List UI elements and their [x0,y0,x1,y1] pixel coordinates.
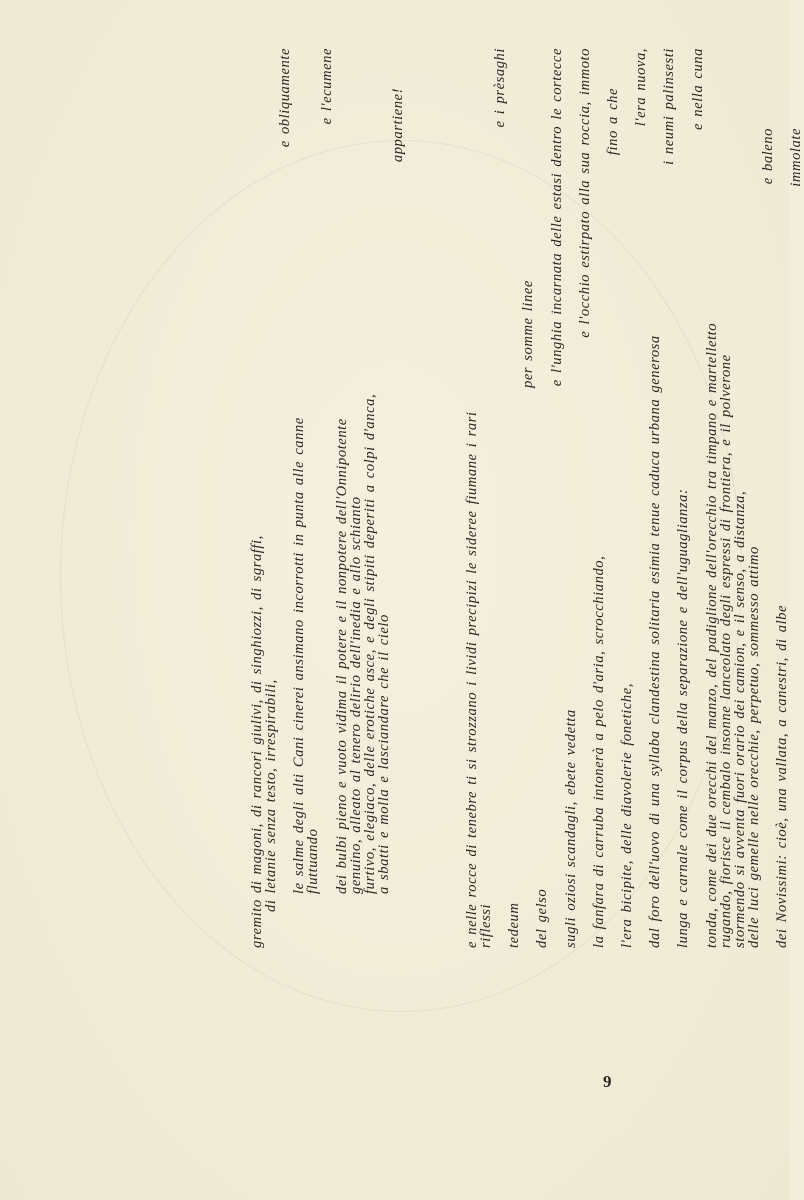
poem-line: e baleno [759,128,776,185]
poem-line: e l'occhio estirpato alla sua roccia, immoto [576,48,593,338]
poem-line: e nella cuna [689,48,706,130]
poem-line: tonda, come dei due orecchi del manzo, del padiglione dell'orecchio tra timpano e martelletto [703,322,720,948]
poem-line: furtivo, elegiaco, delle erotiche asce, e degli stipiti deperiti a colpi d'anca, [361,393,378,894]
poem-line: l'era nuova, [633,48,650,127]
poem-line: rugando, fiorisce il cembalo insonne lanceolato degli espressi di frontiera, e il polverone [717,354,734,948]
poem-line: dei Novissimi: cioè, una vallata, a canestri, di albe [774,604,791,948]
poem-line: riflessi [478,903,495,948]
poem-line: le salme degli alti Cani cinerei ansimano incorrotti in punta alle canne [291,417,308,894]
poem-line: di letanie senza testo, irrespirabili, [263,679,280,912]
poem-line: l'era bicipite, delle diavolerie fonetiche, [619,683,636,948]
poem-line: del gelso [534,888,551,948]
poem-line: dal foro dell'uovo di una syllaba clandestina solitaria esimia tenue caduca urbana generosa [647,335,664,948]
poem-line: tedeum [506,902,523,948]
poem-line: per somme linee [520,280,537,388]
poem-line: e l'ecumene [319,48,336,125]
poem-line: e nelle rocce di tenebre ti si strozzano i lividi precipizi le sideree fiumane i rari [464,411,480,948]
poem-line: e obliquamente [277,48,294,148]
stanza-2 [465,18,803,948]
rotated-poem [249,18,804,948]
poem-line: dei bulbi pieno e vuoto vidima il potere e il nonpotere dell'Onnipotente [333,418,350,894]
poem-line: lunga e carnale come il corpus della separazione e dell'uguaglianza: [675,488,692,948]
poem-line: fino a che [604,88,621,156]
poem-line: la fanfara di carruba intonerà a pelo d'aria, scrocchiando, [590,555,607,948]
poem-line: fluttuando [305,828,322,894]
stanza-1 [250,18,405,948]
poem-line: e i prèsaghi [492,48,509,128]
page-number: 9 [603,1072,612,1091]
poem-line: appartiene! [389,88,406,163]
poem-line: stormendo si avventa fuori orario dei camion, e il senso, a distanza, [731,490,748,948]
poem-line: sugli oziosi scandagli, ebete vedetta [562,709,579,948]
poem-line: gremito di magoni, di rancori giulivi, di singhiozzi, di sgraffi, [249,535,265,948]
poem-line: a sbatti e molla e lasciandare che il cielo [375,614,392,894]
poem-line: i neumi palinsesti [661,48,678,165]
poem-line: immolate [788,128,804,187]
poem-line: genuino, alleato al tenero delirio dell'inedia e allo schianto [347,496,364,894]
poem-line: e l'unghia incarnata delle estasi dentro le cortecce [548,48,565,387]
poem-line: delle luci gemelle nelle orecchie, perpetuo, sommesso attimo [745,546,762,948]
